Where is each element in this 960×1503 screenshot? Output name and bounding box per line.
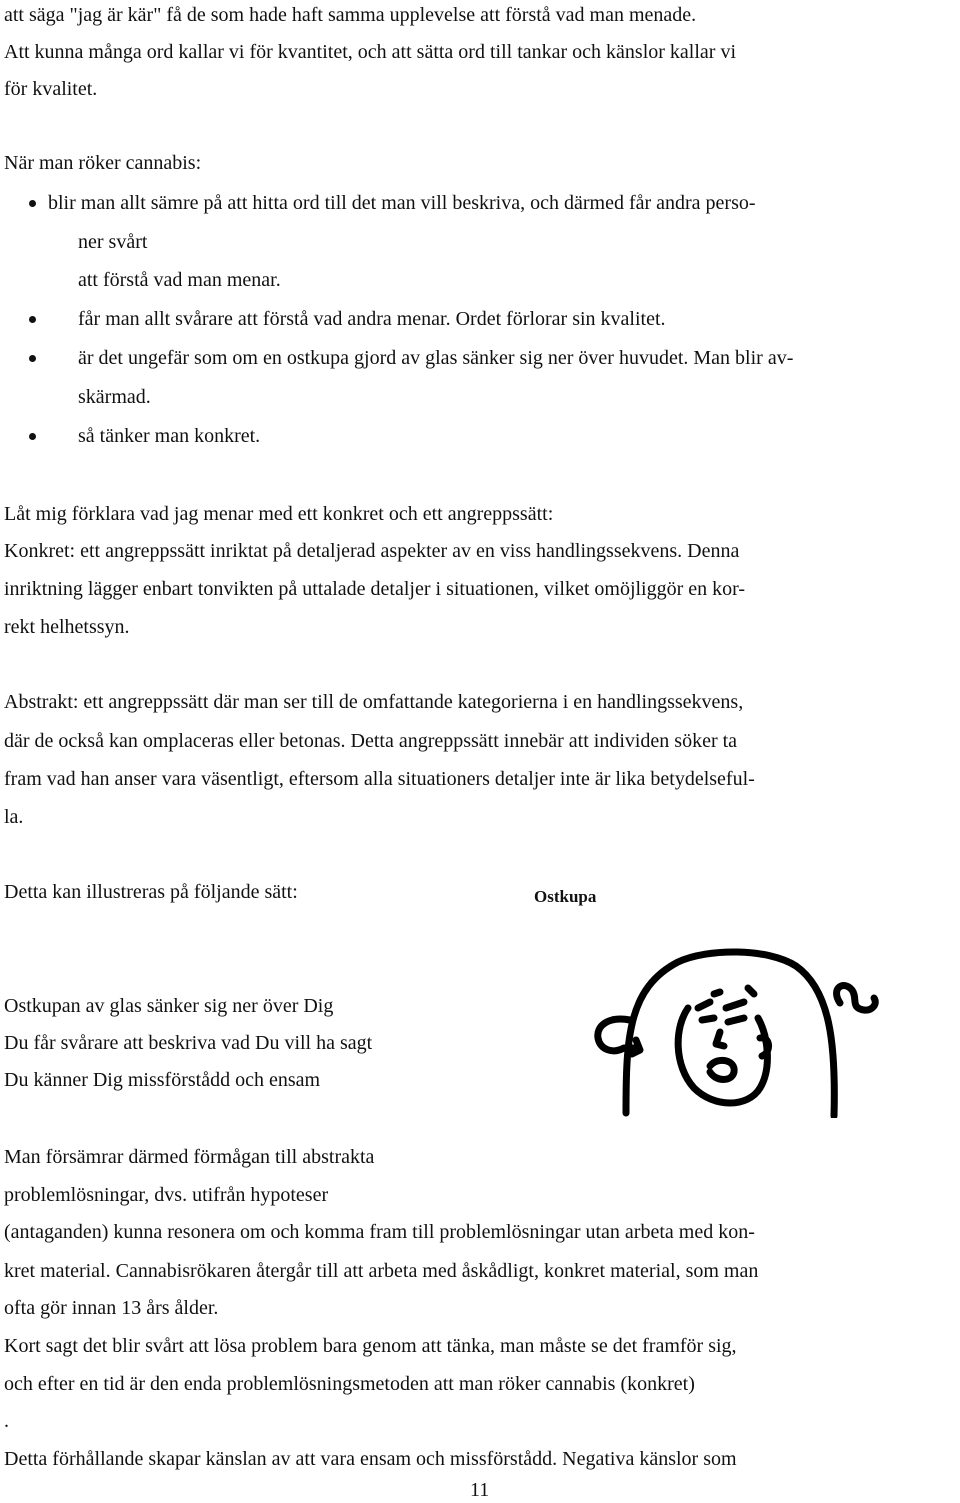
text-line: (antaganden) kunna resonera om och komma fram till problemlösningar utan arbeta med kon- bbox=[4, 1221, 755, 1243]
bullet-dot-icon bbox=[29, 355, 36, 362]
text-line: Ostkupan av glas sänker sig ner över Dig bbox=[4, 995, 334, 1017]
brow-right bbox=[726, 1002, 744, 1008]
text-line: Kort sagt det blir svårt att lösa problem bara genom att tänka, man måste se det framför sig, bbox=[4, 1335, 737, 1357]
eye-right bbox=[728, 1018, 744, 1022]
text-line: Du känner Dig missförstådd och ensam bbox=[4, 1069, 321, 1091]
list-item-line: att förstå vad man menar. bbox=[78, 269, 281, 291]
text-line: Du får svårare att beskriva vad Du vill ha sagt bbox=[4, 1032, 373, 1054]
list-item-line: får man allt svårare att förstå vad andra menar. Ordet förlorar sin kvalitet. bbox=[78, 308, 666, 330]
illustration-label: Ostkupa bbox=[534, 887, 597, 906]
head-outline bbox=[678, 1008, 767, 1103]
list-item-line: skärmad. bbox=[78, 386, 151, 408]
text-line: inriktning lägger enbart tonvikten på uttalade detaljer i situationen, vilket omöjliggör en kor- bbox=[4, 578, 746, 600]
text-line: att säga "jag är kär" få de som hade haft samma upplevelse att förstå vad man menade. bbox=[4, 4, 697, 26]
text-line: Låt mig förklara vad jag menar med ett konkret och ett angreppssätt: bbox=[4, 503, 554, 525]
text-line: ofta gör innan 13 års ålder. bbox=[4, 1297, 219, 1319]
text-line: fram vad han anser vara väsentligt, eftersom alla situationers detaljer inte är lika betydelseful- bbox=[4, 768, 755, 790]
section-heading: När man röker cannabis: bbox=[4, 152, 202, 174]
dome-outline bbox=[626, 952, 834, 1116]
text-line: . bbox=[4, 1410, 9, 1432]
list-item-line: är det ungefär som om en ostkupa gjord av glas sänker sig ner över huvudet. Man blir av- bbox=[78, 347, 794, 369]
forehead-mark-2 bbox=[748, 988, 754, 994]
text-line: la. bbox=[4, 806, 24, 828]
text-line: Att kunna många ord kallar vi för kvantitet, och att sätta ord till tankar och känslor kallar vi bbox=[4, 41, 737, 63]
text-line: Konkret: ett angreppssätt inriktat på detaljerad aspekter av en viss handlingssekvens. Denna bbox=[4, 540, 740, 562]
text-line: och efter en tid är den enda problemlösningsmetoden att man röker cannabis (konkret) bbox=[4, 1373, 695, 1395]
text-line: Detta förhållande skapar känslan av att vara ensam och missförstådd. Negativa känslor som bbox=[4, 1448, 737, 1470]
forehead-mark bbox=[714, 992, 720, 994]
bullet-dot-icon bbox=[29, 200, 36, 207]
bullet-dot-icon bbox=[29, 316, 36, 323]
head-under-dome-drawing-icon bbox=[578, 948, 908, 1118]
text-line: Abstrakt: ett angreppssätt där man ser till de omfattande kategorierna i en handlingssekvens, bbox=[4, 691, 744, 713]
text-line: problemlösningar, dvs. utifrån hypoteser bbox=[4, 1184, 329, 1206]
bullet-dot-icon bbox=[29, 433, 36, 440]
text-line: Detta kan illustreras på följande sätt: bbox=[4, 881, 298, 903]
brow-left bbox=[698, 1002, 710, 1008]
list-item-line: ner svårt bbox=[78, 231, 148, 253]
text-line: kret material. Cannabisrökaren återgår till att arbeta med åskådligt, konkret material, som man bbox=[4, 1260, 759, 1282]
nose bbox=[716, 1032, 724, 1046]
mouth bbox=[710, 1060, 734, 1079]
list-item-line: blir man allt sämre på att hitta ord till det man vill beskriva, och därmed får andra perso- bbox=[48, 192, 756, 214]
text-line: för kvalitet. bbox=[4, 78, 98, 100]
page-number: 11 bbox=[470, 1479, 490, 1501]
text-line: Man försämrar därmed förmågan till abstrakta bbox=[4, 1146, 375, 1168]
text-line: rekt helhetssyn. bbox=[4, 616, 130, 638]
list-item-line: så tänker man konkret. bbox=[78, 425, 261, 447]
eye-left bbox=[702, 1018, 714, 1020]
right-squiggle bbox=[837, 986, 876, 1011]
text-line: där de också kan omplaceras eller betonas. Detta angreppssätt innebär att individen söker ta bbox=[4, 730, 738, 752]
